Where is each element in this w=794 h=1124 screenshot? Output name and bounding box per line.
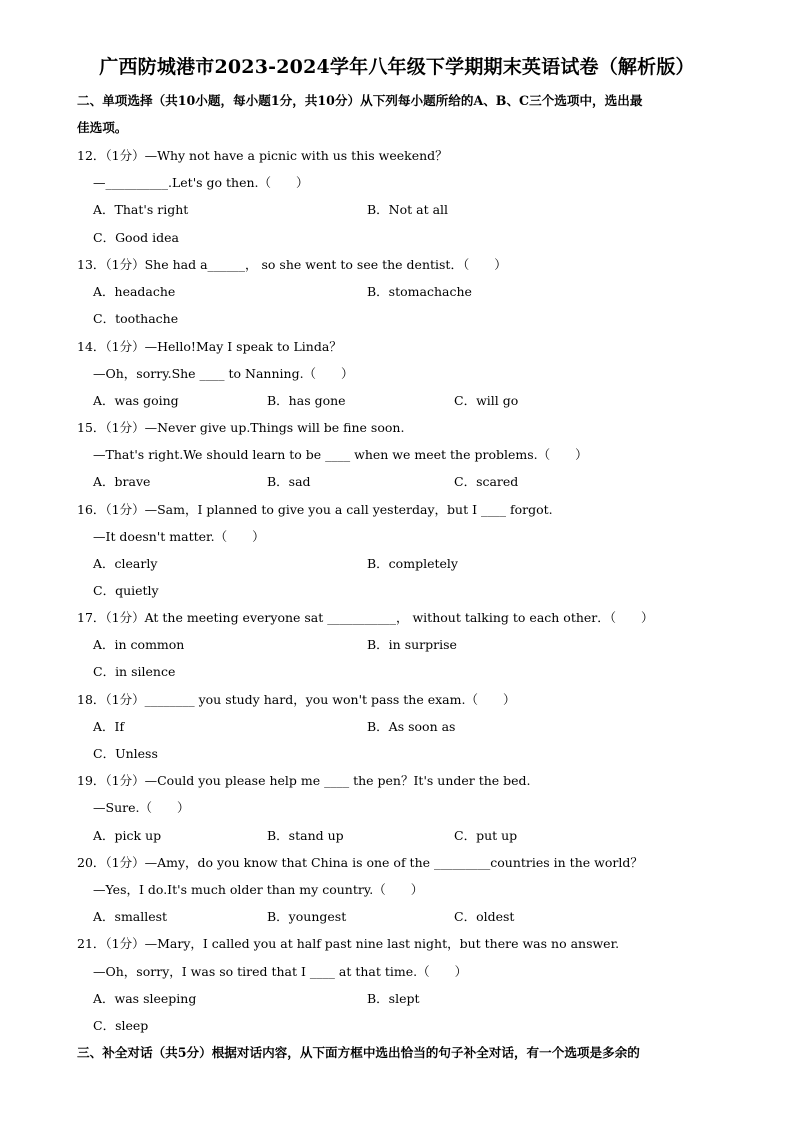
question-19-line-2: —Sure.（ ） bbox=[93, 800, 190, 815]
question-21-line-2: —Oh，sorry，I was so tired that I ____ at that time.（ ） bbox=[93, 964, 468, 979]
question-14-stem: 14．（1分）—Hello!May I speak to Linda？ bbox=[77, 339, 342, 354]
page-title: 广西防城港市2023-2024学年八年级下学期期末英语试卷（解析版） bbox=[99, 56, 695, 78]
question-17-option-b[interactable]: B．in surprise bbox=[367, 637, 457, 652]
question-20-stem: 20．（1分）—Amy，do you know that China is one of the _________countries in the world？ bbox=[77, 855, 643, 870]
question-21-stem: 21．（1分）—Mary，I called you at half past nine last night，but there was no answer. bbox=[77, 936, 620, 951]
section-2-heading-line-2: 佳选项。 bbox=[77, 120, 128, 135]
question-17-stem: 17．（1分）At the meeting everyone sat ___________， without talking to each other．（ ） bbox=[77, 610, 654, 625]
question-19-option-b[interactable]: B．stand up bbox=[267, 828, 344, 843]
question-12-option-c[interactable]: C．Good idea bbox=[93, 230, 179, 245]
question-18-option-b[interactable]: B．As soon as bbox=[367, 719, 456, 734]
question-14-line-2: —Oh，sorry.She ____ to Nanning.（ ） bbox=[93, 366, 354, 381]
question-16-option-c[interactable]: C．quietly bbox=[93, 583, 159, 598]
question-17-option-a[interactable]: A．in common bbox=[93, 637, 185, 652]
question-20-option-a[interactable]: A．smallest bbox=[93, 909, 168, 924]
question-13-option-a[interactable]: A．headache bbox=[93, 284, 176, 299]
question-20-line-2: —Yes，I do.It's much older than my country.（ ） bbox=[93, 882, 424, 897]
question-15-option-a[interactable]: A．brave bbox=[93, 474, 151, 489]
question-16-stem: 16．（1分）—Sam，I planned to give you a call yesterday，but I ____ forgot. bbox=[77, 502, 553, 517]
question-21-option-a[interactable]: A．was sleeping bbox=[93, 991, 197, 1006]
question-16-option-a[interactable]: A．clearly bbox=[93, 556, 158, 571]
question-16-option-b[interactable]: B．completely bbox=[367, 556, 458, 571]
question-20-option-c[interactable]: C．oldest bbox=[454, 909, 515, 924]
question-12-line-2: —__________.Let's go then.（ ） bbox=[93, 175, 309, 190]
question-17-option-c[interactable]: C．in silence bbox=[93, 664, 176, 679]
question-21-option-c[interactable]: C．sleep bbox=[93, 1018, 149, 1033]
question-14-option-b[interactable]: B．has gone bbox=[267, 393, 346, 408]
question-14-option-c[interactable]: C．will go bbox=[454, 393, 519, 408]
question-19-option-c[interactable]: C．put up bbox=[454, 828, 518, 843]
question-15-option-c[interactable]: C．scared bbox=[454, 474, 519, 489]
question-12-option-a[interactable]: A．That's right bbox=[93, 202, 189, 217]
question-15-option-b[interactable]: B．sad bbox=[267, 474, 311, 489]
question-18-stem: 18．（1分）________ you study hard，you won't pass the exam.（ ） bbox=[77, 692, 516, 707]
question-20-option-b[interactable]: B．youngest bbox=[267, 909, 347, 924]
question-21-option-b[interactable]: B．slept bbox=[367, 991, 420, 1006]
question-12-option-b[interactable]: B．Not at all bbox=[367, 202, 449, 217]
question-13-option-c[interactable]: C．toothache bbox=[93, 311, 179, 326]
section-2-heading-line-1: 二、单项选择（共10小题，每小题1分，共10分）从下列每小题所给的A、B、C三个选项中，选出最 bbox=[77, 93, 643, 108]
question-15-stem: 15．（1分）—Never give up.Things will be fine soon. bbox=[77, 420, 405, 435]
question-16-line-2: —It doesn't matter.（ ） bbox=[93, 529, 265, 544]
question-13-stem: 13．（1分）She had a______， so she went to see the dentist．（ ） bbox=[77, 257, 507, 272]
question-18-option-c[interactable]: C．Unless bbox=[93, 746, 158, 761]
question-18-option-a[interactable]: A．If bbox=[93, 719, 125, 734]
question-14-option-a[interactable]: A．was going bbox=[93, 393, 179, 408]
question-13-option-b[interactable]: B．stomachache bbox=[367, 284, 472, 299]
question-12-stem: 12．（1分）—Why not have a picnic with us this weekend？ bbox=[77, 148, 448, 163]
question-15-line-2: —That's right.We should learn to be ____ when we meet the problems.（ ） bbox=[93, 447, 588, 462]
question-19-option-a[interactable]: A．pick up bbox=[93, 828, 162, 843]
section-3-heading: 三、补全对话（共5分）根据对话内容，从下面方框中选出恰当的句子补全对话，有一个选项是多余的 bbox=[77, 1045, 640, 1060]
question-19-stem: 19．（1分）—Could you please help me ____ the pen？It's under the bed. bbox=[77, 773, 531, 788]
